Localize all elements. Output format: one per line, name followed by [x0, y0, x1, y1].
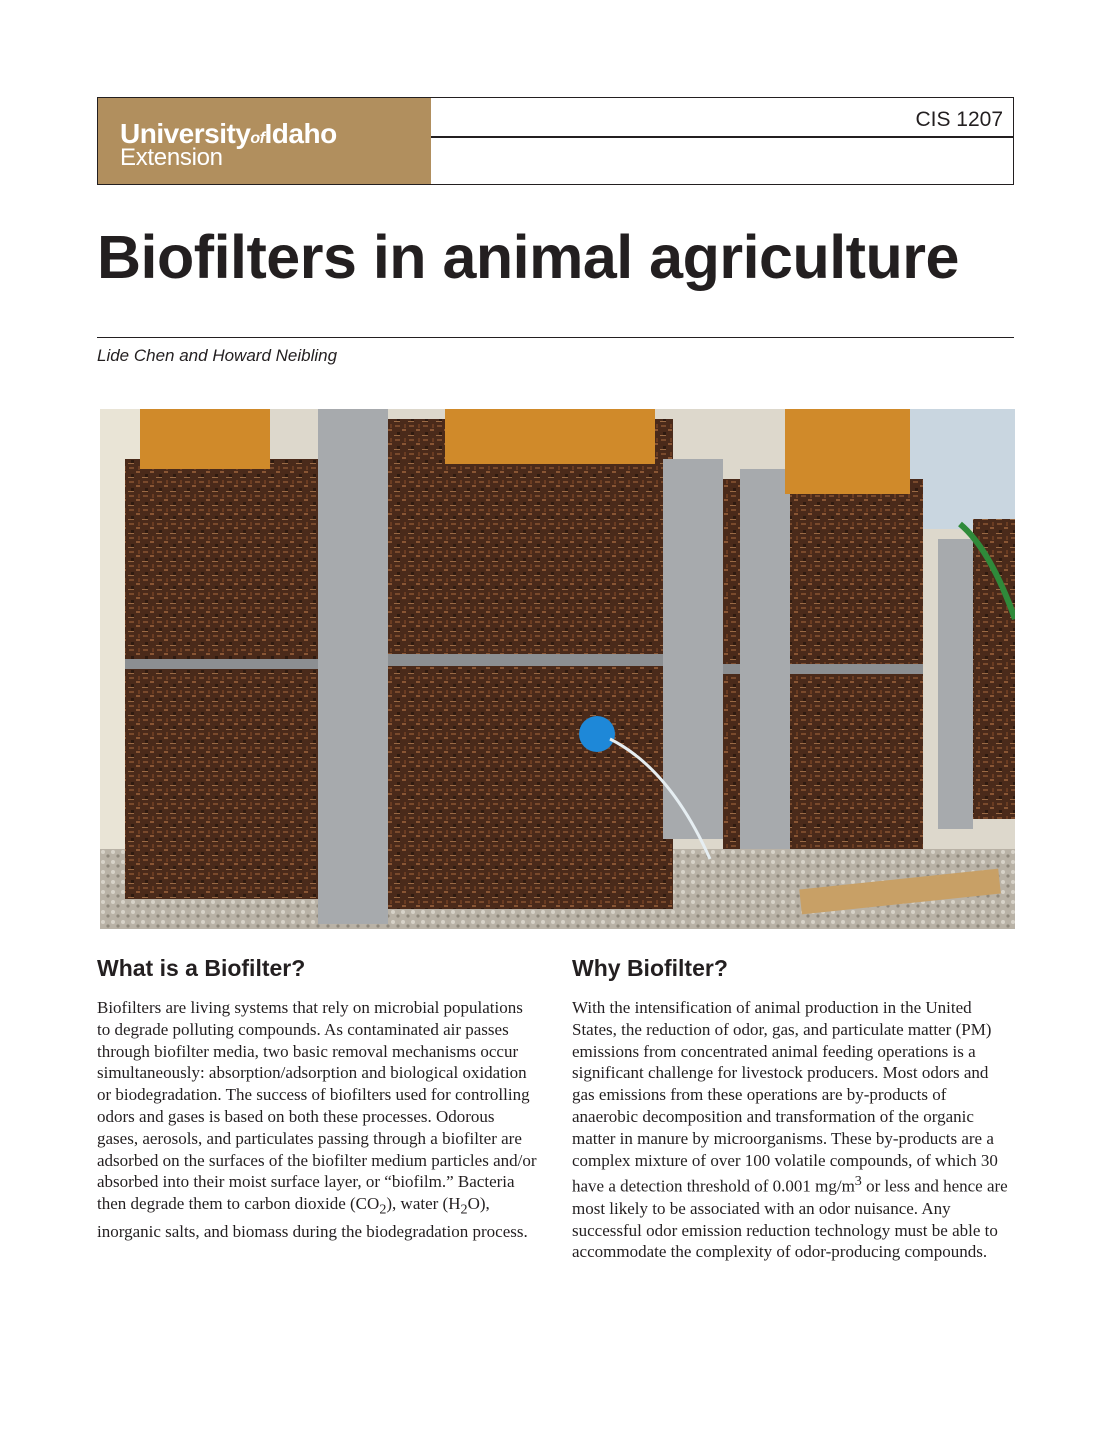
section-heading: What is a Biofilter?	[97, 955, 306, 981]
section-body: With the intensification of animal production in the United States, the reduction of odor, gas, and particulate matter (PM) emissions from concentrated animal feeding operations is a significant challenge for livestock producers. Most odors and gas emissions from these operations are by-products of anaerobic decomposition and transformation of the organic matter in manure by microorganisms. These by-products are a complex mixture of over 100 volatile compounds, of which 30 have a detection threshold of 0.001 $mg/m^3$ or less and hence are most likely to be associated with an odor nuisance. Any successful odor emission reduction technology must be able to accommodate the complexity of odor-producing compounds.	[572, 998, 1008, 1262]
section-body: Biofilters are living systems that rely on microbial populations to degrade polluting compounds. As contaminated air passes through biofilter media, two basic removal mechanisms occur simultaneously: absorption/adsorption and biological oxidation or biodegradation. The success of biofilters used for controlling odors and gases is based on both these processes. Odorous gases, aerosols, and particulates passing through a biofilter are adsorbed on the surfaces of the biofilter medium particles and/or absorbed into their moist surface layer, or “biofilm.” Bacteria then degrade them to carbon dioxide $(CO_2)$, water $(H_2O)$, inorganic salts, and biomass during the biodegradation process.	[97, 998, 537, 1242]
publication-code: CIS 1207	[915, 108, 1003, 131]
biofilter-photo	[100, 409, 1015, 929]
authors: Lide Chen and Howard Neibling	[97, 346, 338, 365]
masthead-divider	[431, 136, 1013, 138]
section-why	[572, 955, 1012, 1263]
title-rule	[97, 337, 1014, 338]
university-logo	[98, 98, 431, 184]
document-title: Biofilters in animal agriculture	[97, 223, 959, 291]
logo-of: of	[250, 130, 265, 147]
logo-university: University	[120, 118, 251, 149]
logo-extension: Extension	[120, 144, 223, 171]
masthead	[97, 97, 1014, 185]
section-what-is	[97, 955, 537, 1243]
logo-idaho: Idaho	[264, 118, 337, 149]
section-heading: Why Biofilter?	[572, 955, 728, 981]
